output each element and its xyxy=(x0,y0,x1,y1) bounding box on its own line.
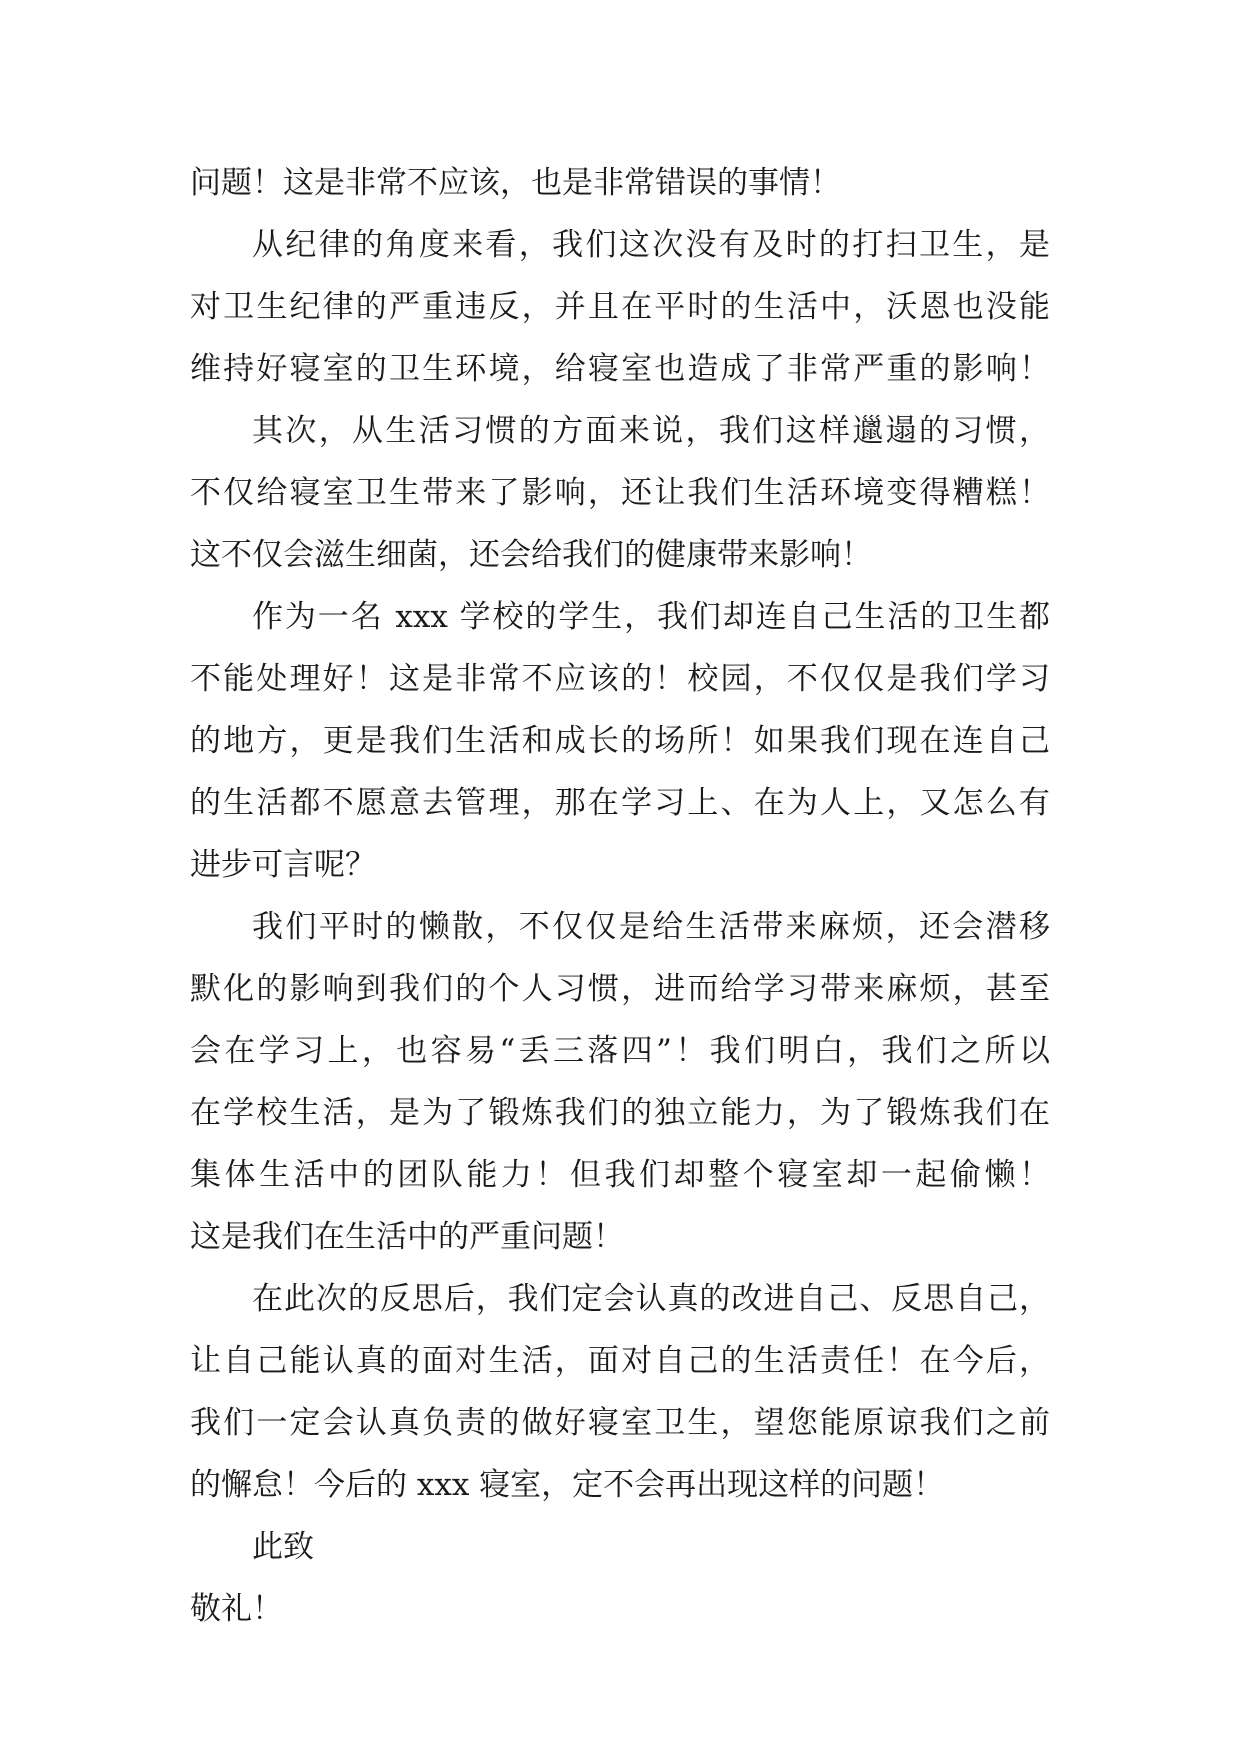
text-line: 问题！这是非常不应该，也是非常错误的事情！ xyxy=(190,165,841,201)
closing-salutation: 此致 xyxy=(252,1529,314,1565)
paragraph-first-line: 作为一名 xxx 学校的学生，我们却连自己生活的卫生都 xyxy=(252,599,1050,635)
closing-regards: 敬礼！ xyxy=(190,1591,283,1627)
text-line: 这不仅会滋生细菌，还会给我们的健康带来影响！ xyxy=(190,537,872,573)
text-line: 的地方，更是我们生活和成长的场所！如果我们现在连自己 xyxy=(190,723,1050,759)
text-line: 会在学习上，也容易“丢三落四”！我们明白，我们之所以 xyxy=(190,1033,1050,1069)
paragraph-first-line: 从纪律的角度来看，我们这次没有及时的打扫卫生，是 xyxy=(252,227,1050,263)
text-line: 我们一定会认真负责的做好寝室卫生，望您能原谅我们之前 xyxy=(190,1405,1050,1441)
paragraph-first-line: 其次，从生活习惯的方面来说，我们这样邋遢的习惯， xyxy=(252,413,1050,449)
text-line: 的懈怠！今后的 xxx 寝室，定不会再出现这样的问题！ xyxy=(190,1467,945,1503)
text-line: 在学校生活，是为了锻炼我们的独立能力，为了锻炼我们在 xyxy=(190,1095,1050,1131)
text-line: 进步可言呢？ xyxy=(190,847,376,883)
text-line: 集体生活中的团队能力！但我们却整个寝室却一起偷懒！ xyxy=(190,1157,1050,1193)
text-line: 默化的影响到我们的个人习惯，进而给学习带来麻烦，甚至 xyxy=(190,971,1050,1007)
text-line: 的生活都不愿意去管理，那在学习上、在为人上，又怎么有 xyxy=(190,785,1050,821)
text-line: 这是我们在生活中的严重问题！ xyxy=(190,1219,624,1255)
paragraph-first-line: 在此次的反思后，我们定会认真的改进自己、反思自己， xyxy=(252,1281,1050,1317)
text-line: 让自己能认真的面对生活，面对自己的生活责任！在今后， xyxy=(190,1343,1050,1379)
text-line: 不仅给寝室卫生带来了影响，还让我们生活环境变得糟糕！ xyxy=(190,475,1050,511)
letter-body xyxy=(190,152,1050,1640)
text-line: 不能处理好！这是非常不应该的！校园，不仅仅是我们学习 xyxy=(190,661,1050,697)
paragraph-first-line: 我们平时的懒散，不仅仅是给生活带来麻烦，还会潜移 xyxy=(252,909,1050,945)
text-line: 维持好寝室的卫生环境，给寝室也造成了非常严重的影响！ xyxy=(190,351,1050,387)
text-line: 对卫生纪律的严重违反，并且在平时的生活中，沃恩也没能 xyxy=(190,289,1050,325)
